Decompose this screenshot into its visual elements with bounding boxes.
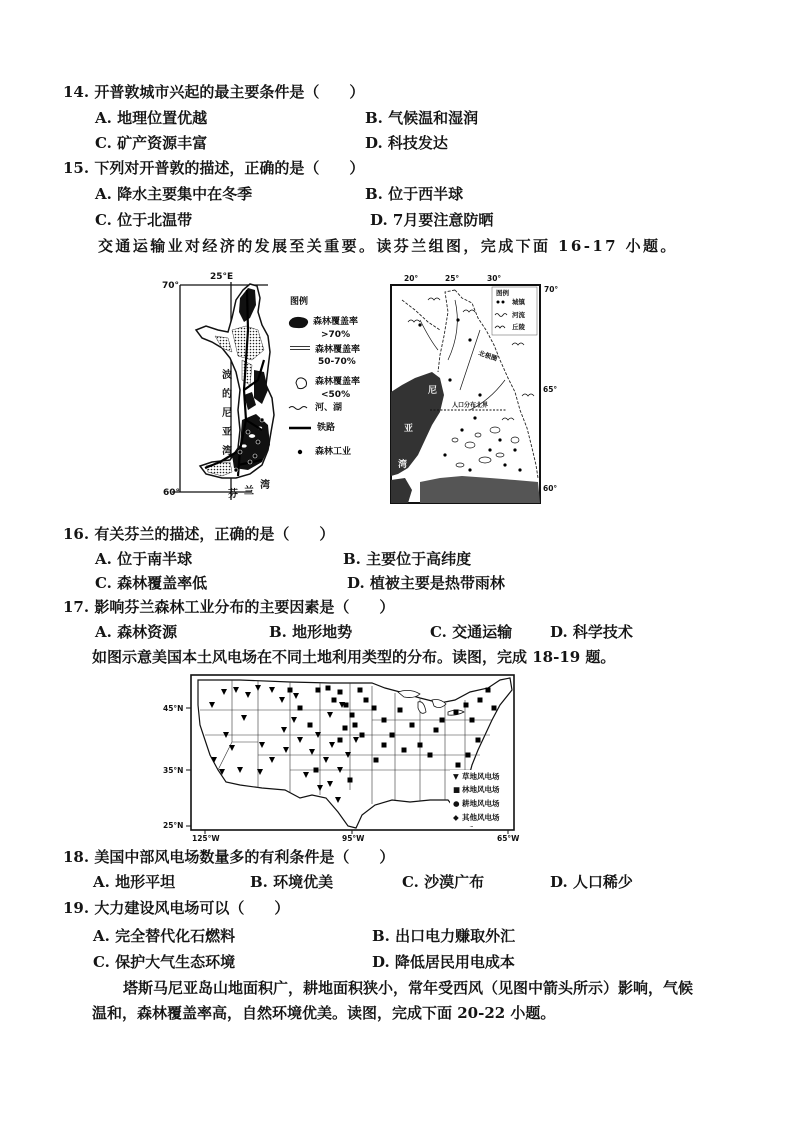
cropland-wind-farm-marker (308, 723, 313, 728)
gulf-of-finland-char: 湾 (260, 480, 270, 491)
question-15-option-c[interactable]: C. 位于北温带 (95, 211, 193, 229)
cropland-wind-farm-marker (348, 778, 353, 783)
longitude-20-label: 20° (404, 274, 419, 283)
legend-forest-symbol: ■ (453, 785, 461, 794)
question-14-option-d[interactable]: D. 科技发达 (365, 134, 448, 152)
legend-town-label: 城镇 (512, 298, 525, 306)
cropland-wind-farm-marker (298, 706, 303, 711)
question-19-option-b[interactable]: B. 出口电力赚取外汇 (372, 927, 516, 945)
legend-other-symbol: ◆ (453, 813, 459, 822)
legend-river-label: 河流 (512, 311, 525, 319)
cropland-wind-farm-marker (428, 753, 433, 758)
question-15-option-a[interactable]: A. 降水主要集中在冬季 (95, 185, 253, 203)
cropland-wind-farm-marker (434, 728, 439, 733)
legend-forest-over-70-symbol (289, 317, 308, 328)
question-17-option-c[interactable]: C. 交通运输 (430, 623, 513, 641)
cropland-wind-farm-marker (382, 743, 387, 748)
legend-cropland-symbol: ● (453, 799, 460, 808)
arctic-circle-label: 北极圈 (477, 349, 499, 363)
legend-forest-under-50-symbol (296, 378, 307, 389)
question-18-option-c[interactable]: C. 沙漠广布 (402, 873, 485, 891)
legend-forest-50-70-label: 森林覆盖率 (315, 345, 361, 355)
question-18-option-a[interactable]: A. 地形平坦 (93, 873, 176, 891)
cropland-wind-farm-marker (364, 698, 369, 703)
question-17-stem: 17. 影响芬兰森林工业分布的主要因素是（ ） (63, 598, 395, 616)
question-15-option-d[interactable]: D. 7月要注意防晒 (370, 211, 494, 229)
question-16-stem: 16. 有关芬兰的描述，正确的是（ ） (63, 525, 335, 543)
tasmania-intro-line-1: 塔斯马尼亚岛山地面积广，耕地面积狭小，常年受西风（见图中箭头所示）影响，气候 (123, 979, 694, 997)
gulf-of-bothnia-char: 亚 (222, 427, 232, 438)
cropland-wind-farm-marker (338, 738, 343, 743)
gulf-of-bothnia-char: 尼 (222, 408, 232, 419)
gulf-of-bothnia-char: 的 (222, 389, 232, 400)
legend-forest-label: 林地风电场 (462, 785, 500, 794)
legend-cropland-label: 耕地风电场 (462, 799, 500, 808)
cropland-wind-farm-marker (374, 758, 379, 763)
cropland-wind-farm-marker (418, 743, 423, 748)
question-19-option-c[interactable]: C. 保护大气生态环境 (93, 953, 236, 971)
legend-grassland-label: 草地风电场 (462, 772, 500, 781)
finland-intro-text: 交通运输业对经济的发展至关重要。读芬兰组图，完成下面 16-17 小题。 (98, 237, 678, 255)
cropland-wind-farm-marker (316, 688, 321, 693)
legend-other-label: 其他风电场 (462, 813, 500, 822)
longitude-25-label: 25° (445, 274, 460, 283)
latitude-60-label: 60° (543, 484, 558, 493)
question-14-option-a[interactable]: A. 地理位置优越 (95, 109, 208, 127)
legend-river-lake-symbol (289, 407, 307, 410)
cropland-wind-farm-marker (372, 706, 377, 711)
cropland-wind-farm-marker (338, 690, 343, 695)
question-18-option-d[interactable]: D. 人口稀少 (550, 873, 633, 891)
forest-map-legend-title: 图例 (290, 297, 309, 307)
longitude-125w-label: 125°W (192, 834, 220, 843)
legend-railway-label: 铁路 (317, 423, 336, 433)
gulf-of-bothnia-char: 湾 (222, 446, 232, 457)
cropland-wind-farm-marker (314, 768, 319, 773)
latitude-65-label: 65° (543, 385, 558, 394)
longitude-95w-label: 95°W (342, 834, 365, 843)
gulf-of-bothnia-char: 波 (222, 370, 232, 381)
legend-forest-under-50-label: 森林覆盖率 (315, 377, 361, 387)
legend-forest-over-70-label: 森林覆盖率 (313, 317, 359, 327)
latitude-70-label: 70° (162, 281, 180, 291)
cropland-wind-farm-marker (343, 726, 348, 731)
latitude-45n-label: 45°N (163, 704, 184, 713)
gulf-of-finland-char: 兰 (244, 486, 254, 497)
cropland-wind-farm-marker (358, 688, 363, 693)
cropland-wind-farm-marker (344, 703, 349, 708)
cropland-wind-farm-marker (326, 686, 331, 691)
legend-forest-50-70-symbol (290, 344, 310, 352)
cropland-wind-farm-marker (476, 738, 481, 743)
question-17-option-b[interactable]: B. 地形地势 (269, 623, 353, 641)
question-15-stem: 15. 下列对开普敦的描述，正确的是（ ） (63, 159, 365, 177)
tasmania-intro-line-2: 温和，森林覆盖率高，自然环境优美。读图，完成下面 20-22 小题。 (92, 1004, 556, 1022)
legend-forest-50-70-range: 50-70% (318, 357, 356, 367)
us-wind-farm-map (186, 672, 518, 834)
cropland-wind-farm-marker (440, 718, 445, 723)
cropland-wind-farm-marker (470, 718, 475, 723)
question-14-option-b[interactable]: B. 气候温和湿润 (365, 109, 479, 127)
longitude-25e-label: 25°E (210, 272, 234, 282)
gulf-char: 湾 (398, 460, 408, 470)
cropland-wind-farm-marker (353, 723, 358, 728)
legend-forest-industry-label: 森林工业 (315, 447, 352, 457)
question-19-option-a[interactable]: A. 完全替代化石燃料 (93, 927, 236, 945)
longitude-30-label: 30° (487, 274, 502, 283)
cropland-wind-farm-marker (478, 698, 483, 703)
cropland-wind-farm-marker (350, 713, 355, 718)
population-line-label: 人口分布北界 (452, 402, 489, 409)
legend-forest-under-50-range: <50% (321, 390, 351, 400)
legend-symbols (289, 317, 311, 454)
gulf-char: 尼 (428, 386, 438, 396)
cropland-wind-farm-marker (486, 688, 491, 693)
cropland-wind-farm-marker (332, 698, 337, 703)
cropland-wind-farm-marker (288, 688, 293, 693)
question-19-stem: 19. 大力建设风电场可以（ ） (63, 899, 290, 917)
cropland-wind-farm-marker (456, 763, 461, 768)
question-19-option-d[interactable]: D. 降低居民用电成本 (372, 953, 515, 971)
question-16-option-d[interactable]: D. 植被主要是热带雨林 (347, 574, 505, 592)
question-14-option-c[interactable]: C. 矿产资源丰富 (95, 134, 208, 152)
question-18-stem: 18. 美国中部风电场数量多的有利条件是（ ） (63, 848, 395, 866)
town-map-legend-title: 图例 (496, 289, 509, 297)
question-15-option-b[interactable]: B. 位于西半球 (365, 185, 464, 203)
legend-forest-industry-symbol (298, 450, 302, 454)
gulf-char: 亚 (404, 424, 414, 434)
cropland-wind-farm-marker (402, 748, 407, 753)
finland-forest-map (155, 268, 360, 508)
legend-hill-label: 丘陵 (512, 323, 525, 331)
latitude-35n-label: 35°N (163, 766, 184, 775)
question-17-option-a[interactable]: A. 森林资源 (95, 623, 178, 641)
cropland-wind-farm-marker (390, 733, 395, 738)
legend-forest-over-70-range: >70% (321, 330, 351, 340)
legend-river-lake-label: 河、湖 (315, 403, 343, 413)
latitude-25n-label: 25°N (163, 821, 184, 830)
us-wind-intro-text: 如图示意美国本土风电场在不同土地利用类型的分布。读图，完成 18-19 题。 (92, 648, 616, 666)
cropland-wind-farm-marker (492, 706, 497, 711)
cropland-wind-farm-marker (398, 708, 403, 713)
question-17-option-d[interactable]: D. 科学技术 (550, 623, 633, 641)
legend-grassland-symbol: ▼ (453, 772, 459, 781)
latitude-60-label: 60° (163, 488, 181, 498)
latitude-70-label: 70° (544, 285, 559, 294)
cropland-wind-farm-marker (360, 733, 365, 738)
question-16-option-c[interactable]: C. 森林覆盖率低 (95, 574, 208, 592)
question-16-option-a[interactable]: A. 位于南半球 (95, 550, 193, 568)
cropland-wind-farm-marker (464, 703, 469, 708)
cropland-wind-farm-marker (410, 723, 415, 728)
gulf-of-finland-char: 芬 (228, 489, 238, 500)
cropland-wind-farm-marker (466, 753, 471, 758)
cropland-wind-farm-marker (454, 710, 459, 715)
question-16-option-b[interactable]: B. 主要位于高纬度 (343, 550, 472, 568)
cropland-wind-farm-marker (382, 718, 387, 723)
question-18-option-b[interactable]: B. 环境优美 (250, 873, 334, 891)
question-14-stem: 14. 开普敦城市兴起的最主要条件是（ ） (63, 83, 365, 101)
longitude-65w-label: 65°W (497, 834, 520, 843)
